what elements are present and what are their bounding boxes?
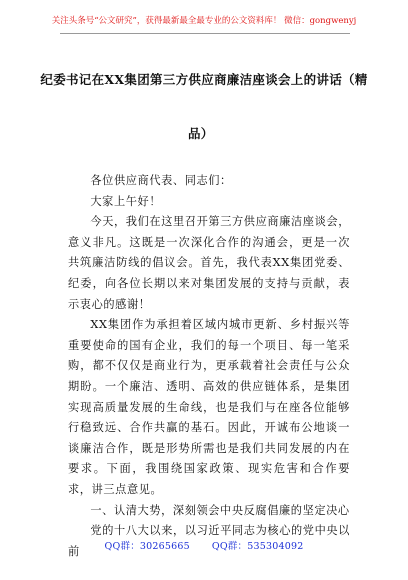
section-heading-1: 一、认清大势，深刻领会中央反腐倡廉的坚定决心 — [90, 503, 350, 517]
paragraph-group-intro: XX集团作为承担着区域内城市更新、乡村振兴等重要使命的国有企业，我们的每一个项目、每一笔采购，都不仅仅是商业行为，更承载着社会责任与公众期盼。一个廉洁、透明、高效的供应链体系，是集团实现高质量发展的生命线，也是我们与在座各位能够行稳致远、合作共赢的基石。因此，开诚布公地谈一谈廉洁合作，既是形势所需也是我们共同发展的内在要求。下面，我围绕国家政策、现实危害和合作要求，讲三点意见。 — [68, 318, 350, 496]
document-title-line-2: 品） — [188, 126, 214, 141]
header-note: 关注头条号“公文研究”，获得最新最全最专业的公文资料库！ 微信：gongwenyj — [51, 16, 357, 26]
paragraph-opening: 今天，我们在这里召开第三方供应商廉洁座谈会，意义非凡。这既是一次深化合作的沟通会，更是一次共筑廉洁防线的倡议会。首先，我代表XX集团党委、纪委，向各位长期以来对集团发展的支持与贡献，表示衷心的感谢！ — [68, 215, 350, 311]
document-title-line-1: 纪委书记在XX集团第三方供应商廉洁座谈会上的讲话（精 — [40, 72, 368, 87]
paragraph-greeting: 大家上午好！ — [90, 194, 162, 208]
paragraph-section-1-start: 党的十八大以来，以习近平同志为核心的党中央以前 — [68, 524, 350, 558]
document-body — [68, 171, 350, 562]
footer-contact — [0, 538, 408, 552]
footer-qq-group-1: QQ群：30265665 — [104, 541, 190, 552]
footer-qq-group-2: QQ群：535304092 — [211, 541, 304, 552]
header-divider — [60, 33, 350, 34]
paragraph-salutation: 各位供应商代表、同志们： — [90, 174, 232, 187]
